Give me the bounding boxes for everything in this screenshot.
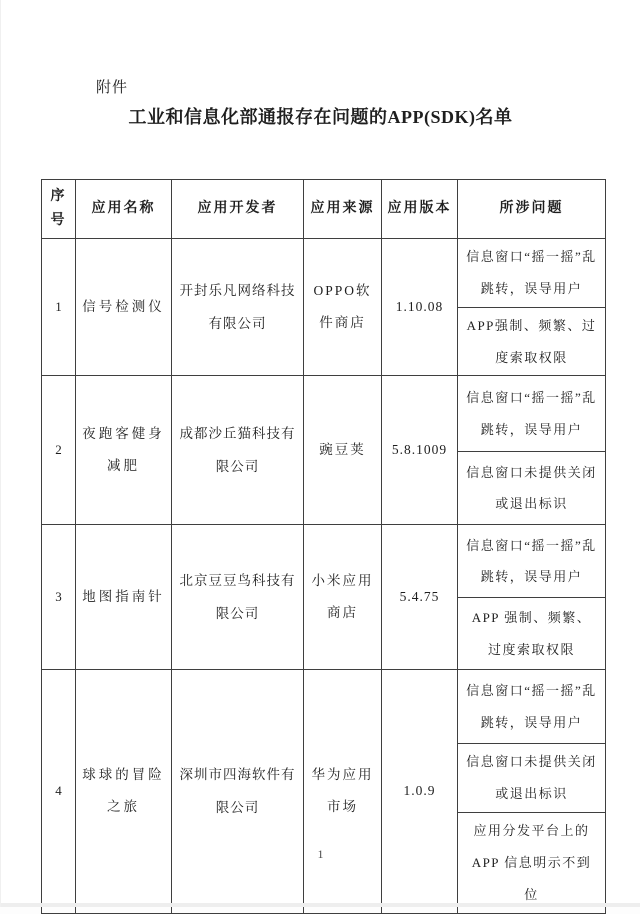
- table-row: [42, 670, 606, 744]
- column-header-serial: 序号: [42, 180, 76, 239]
- cell-issue: 信息窗口“摇一摇”乱跳转，误导用户: [458, 670, 606, 744]
- cell-version: 5.4.75: [382, 525, 458, 670]
- cell-app-name: 夜跑客健身减肥: [76, 376, 172, 525]
- column-header-source: 应用来源: [304, 180, 382, 239]
- cell-app-name: 球球的冒险之旅: [76, 670, 172, 913]
- column-header-issues: 所涉问题: [458, 180, 606, 239]
- table-header-row: [42, 180, 606, 239]
- cell-version: 1.0.9: [382, 670, 458, 913]
- cell-source: OPPO软件商店: [304, 239, 382, 376]
- cell-issue: 信息窗口“摇一摇”乱跳转，误导用户: [458, 239, 606, 308]
- page-title: 工业和信息化部通报存在问题的APP(SDK)名单: [128, 107, 513, 127]
- column-header-version: 应用版本: [382, 180, 458, 239]
- cell-issue: 信息窗口“摇一摇”乱跳转，误导用户: [458, 525, 606, 598]
- cell-developer: 深圳市四海软件有限公司: [172, 670, 304, 913]
- scan-edge-shadow: [1, 903, 640, 907]
- attachment-label: 附件: [96, 80, 129, 96]
- table-row: [42, 239, 606, 308]
- cell-serial: 3: [42, 525, 76, 670]
- table-row: [42, 525, 606, 598]
- cell-version: 5.8.1009: [382, 376, 458, 525]
- cell-serial: 1: [42, 239, 76, 376]
- cell-app-name: 信号检测仪: [76, 239, 172, 376]
- cell-source: 华为应用市场: [304, 670, 382, 913]
- table-row: [42, 376, 606, 452]
- cell-source: 豌豆荚: [304, 376, 382, 525]
- cell-developer: 成都沙丘猫科技有限公司: [172, 376, 304, 525]
- column-header-developer: 应用开发者: [172, 180, 304, 239]
- cell-issue: 信息窗口“摇一摇”乱跳转，误导用户: [458, 376, 606, 452]
- cell-source: 小米应用商店: [304, 525, 382, 670]
- app-issues-table: [41, 179, 606, 914]
- page-number: 1: [317, 847, 324, 861]
- cell-issue: 信息窗口未提供关闭或退出标识: [458, 744, 606, 813]
- column-header-app-name: 应用名称: [76, 180, 172, 239]
- cell-issue: APP 强制、频繁、过度索取权限: [458, 598, 606, 670]
- cell-app-name: 地图指南针: [76, 525, 172, 670]
- cell-developer: 开封乐凡网络科技有限公司: [172, 239, 304, 376]
- cell-serial: 4: [42, 670, 76, 913]
- cell-issue: 应用分发平台上的 APP 信息明示不到位: [458, 813, 606, 914]
- cell-issue: 信息窗口未提供关闭或退出标识: [458, 452, 606, 525]
- cell-issue: APP强制、频繁、过度索取权限: [458, 307, 606, 376]
- cell-version: 1.10.08: [382, 239, 458, 376]
- cell-serial: 2: [42, 376, 76, 525]
- cell-developer: 北京豆豆鸟科技有限公司: [172, 525, 304, 670]
